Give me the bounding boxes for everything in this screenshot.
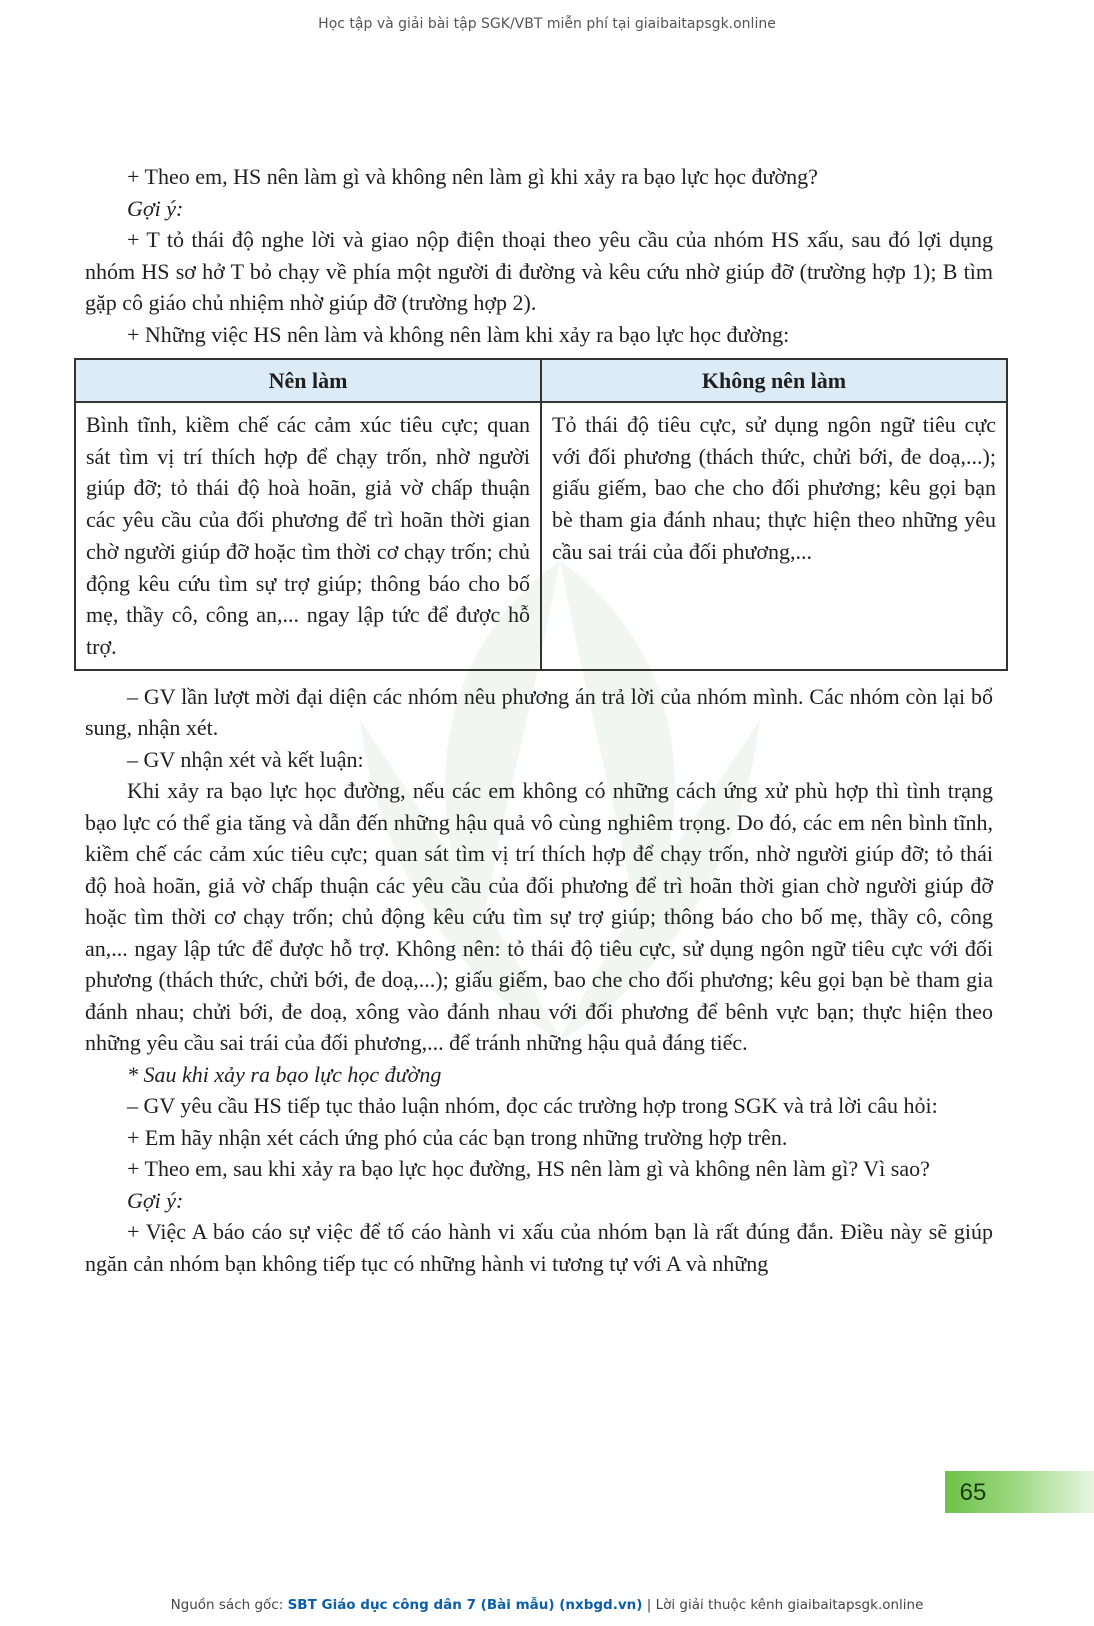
teacher-instruction-1: – GV lần lượt mời đại diện các nhóm nêu phương án trả lời của nhóm mình. Các nhóm còn lại bổ sung, nhận xét. bbox=[85, 683, 993, 741]
teacher-instruction-2: – GV yêu cầu HS tiếp tục thảo luận nhóm, đọc các trường hợp trong SGK và trả lời câu hỏi: bbox=[127, 1093, 938, 1119]
section-heading-after: * Sau khi xảy ra bạo lực học đường bbox=[127, 1061, 442, 1087]
answer-paragraph-2: + Việc A báo cáo sự việc để tố cáo hành vi xấu của nhóm bạn là rất đúng đắn. Điều này sẽ giúp ngăn cản nhóm bạn không tiếp tục có những hành vi tương tự với A và những bbox=[85, 1219, 993, 1276]
question-3: + Theo em, sau khi xảy ra bạo lực học đường, HS nên làm gì và không nên làm gì? Vì sao? bbox=[127, 1156, 930, 1182]
hint-label-1: Gợi ý: bbox=[127, 195, 184, 221]
footer-suffix: | Lời giải thuộc kênh giaibaitapsgk.online bbox=[642, 1597, 924, 1613]
teacher-conclusion-label: – GV nhận xét và kết luận: bbox=[127, 746, 364, 772]
table-cell-do: Bình tĩnh, kiềm chế các cảm xúc tiêu cực; quan sát tìm vị trí thích hợp để chạy trốn, nhờ người giúp đỡ; tỏ thái độ hoà hoãn, giả vờ chấp thuận các yêu cầu của đối phương để trì hoãn thời gian chờ người giúp đỡ hoặc tìm thời cơ chạy trốn; chủ động kêu cứu tìm sự trợ giúp; thông báo cho bố mẹ, thầy cô, công an,... ngay lập tức để được hỗ trợ. bbox=[75, 402, 541, 670]
conclusion-paragraph: Khi xảy ra bạo lực học đường, nếu các em không có những cách ứng xử phù hợp thì tình trạng bạo lực có thể gia tăng và dẫn đến những hậu quả vô cùng nghiêm trọng. Do đó, các em nên bình tĩnh, kiềm chế các cảm xúc tiêu cực; quan sát tìm vị trí thích hợp để chạy trốn, nhờ người giúp đỡ; tỏ thái độ hoà hoãn, giả vờ chấp thuận các yêu cầu của đối phương để trì hoãn thời gian chờ người giúp đỡ hoặc tìm thời cơ chạy trốn; chủ động kêu cứu tìm sự trợ giúp; thông báo cho bố mẹ, thầy cô, công an,... ngay lập tức để được hỗ trợ. Không nên: tỏ thái độ tiêu cực, sử dụng ngôn ngữ tiêu cực với đối phương (thách thức, chửi bới, đe doạ,...); giấu giếm, bao che cho đối phương; kêu gọi bạn bè tham gia đánh nhau; chửi bới, đe doạ, xông vào đánh nhau với đối phương để bênh vực bạn; thực hiện theo những yêu cầu sai trái của đối phương,... để tránh những hậu quả đáng tiếc. bbox=[85, 778, 993, 1056]
question-2: + Em hãy nhận xét cách ứng phó của các bạn trong những trường hợp trên. bbox=[127, 1124, 788, 1150]
page-footer bbox=[0, 1597, 1094, 1613]
table-header-dont: Không nên làm bbox=[541, 359, 1007, 402]
table-cell-dont: Tỏ thái độ tiêu cực, sử dụng ngôn ngữ tiêu cực với đối phương (thách thức, chửi bới, đe doạ,...); giấu giếm, bao che cho đối phương; kêu gọi bạn bè tham gia đánh nhau; thực hiện theo những yêu cầu sai trái của đối phương,... bbox=[541, 402, 1007, 670]
footer-source-link[interactable]: SBT Giáo dục công dân 7 (Bài mẫu) (nxbgd.vn) bbox=[287, 1597, 643, 1613]
page-header: Học tập và giải bài tập SGK/VBT miễn phí tại giaibaitapsgk.online bbox=[318, 16, 776, 32]
page-number: 65 bbox=[959, 1479, 987, 1506]
table-intro: + Những việc HS nên làm và không nên làm khi xảy ra bạo lực học đường: bbox=[127, 321, 790, 347]
dos-donts-table bbox=[74, 358, 1008, 671]
hint-label-2: Gợi ý: bbox=[127, 1187, 184, 1213]
page-content bbox=[85, 161, 996, 1279]
answer-paragraph-1: + T tỏ thái độ nghe lời và giao nộp điện thoại theo yêu cầu của nhóm HS xấu, sau đó lợi dụng nhóm HS sơ hở T bỏ chạy về phía một người đi đường và kêu cứu nhờ giúp đỡ (trường hợp 1); B tìm gặp cô giáo chủ nhiệm nhờ giúp đỡ (trường hợp 2). bbox=[85, 227, 993, 315]
table-header-do: Nên làm bbox=[75, 359, 541, 402]
question-1: + Theo em, HS nên làm gì và không nên làm gì khi xảy ra bạo lực học đường? bbox=[127, 164, 818, 189]
footer-prefix: Nguồn sách gốc: bbox=[170, 1597, 288, 1613]
